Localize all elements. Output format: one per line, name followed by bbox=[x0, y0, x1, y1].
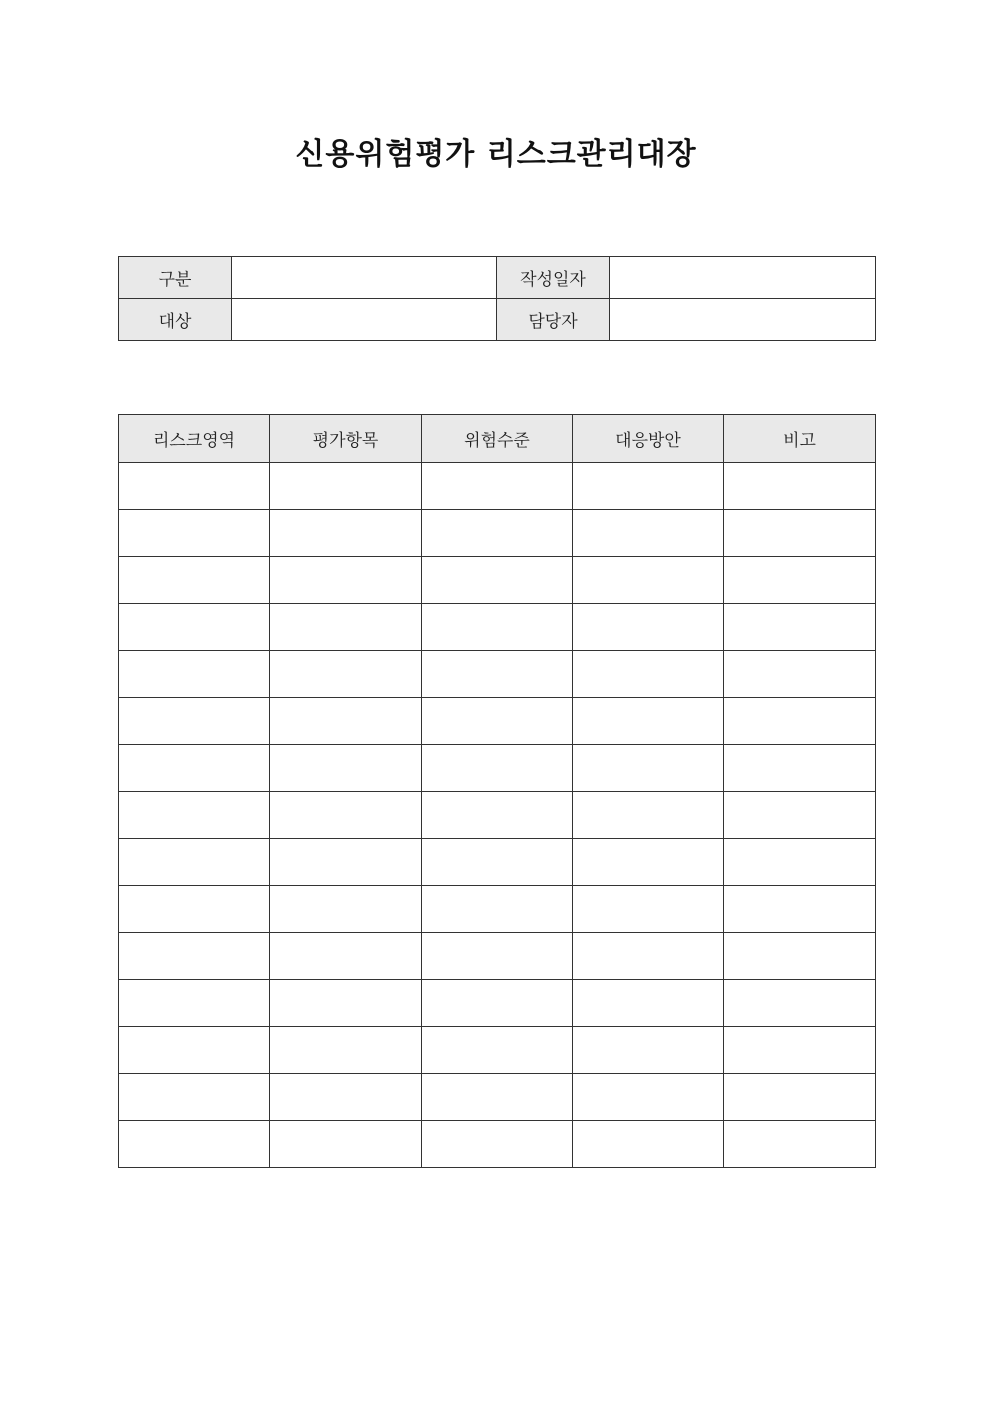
category-label: 구분 bbox=[119, 257, 232, 299]
info-row bbox=[119, 299, 876, 341]
response-plan-cell[interactable] bbox=[573, 463, 724, 510]
remarks-cell[interactable] bbox=[724, 1121, 876, 1168]
remarks-cell[interactable] bbox=[724, 839, 876, 886]
risk-area-cell[interactable] bbox=[119, 651, 270, 698]
remarks-cell[interactable] bbox=[724, 1074, 876, 1121]
remarks-cell[interactable] bbox=[724, 557, 876, 604]
table-row bbox=[119, 1074, 876, 1121]
manager-value-cell[interactable] bbox=[610, 299, 876, 341]
column-header-response-plan: 대응방안 bbox=[573, 415, 724, 463]
response-plan-cell[interactable] bbox=[573, 839, 724, 886]
risk-area-cell[interactable] bbox=[119, 1121, 270, 1168]
remarks-cell[interactable] bbox=[724, 651, 876, 698]
remarks-cell[interactable] bbox=[724, 463, 876, 510]
risk-area-cell[interactable] bbox=[119, 839, 270, 886]
risk-level-cell[interactable] bbox=[422, 839, 573, 886]
response-plan-cell[interactable] bbox=[573, 745, 724, 792]
response-plan-cell[interactable] bbox=[573, 792, 724, 839]
remarks-cell[interactable] bbox=[724, 980, 876, 1027]
date-written-value-cell[interactable] bbox=[610, 257, 876, 299]
table-row bbox=[119, 1121, 876, 1168]
risk-area-cell[interactable] bbox=[119, 463, 270, 510]
risk-level-cell[interactable] bbox=[422, 886, 573, 933]
risk-table-body bbox=[119, 463, 876, 1168]
date-written-label: 작성일자 bbox=[497, 257, 610, 299]
risk-level-cell[interactable] bbox=[422, 792, 573, 839]
column-header-risk-level: 위험수준 bbox=[422, 415, 573, 463]
risk-level-cell[interactable] bbox=[422, 557, 573, 604]
table-row bbox=[119, 886, 876, 933]
column-header-risk-area: 리스크영역 bbox=[119, 415, 270, 463]
response-plan-cell[interactable] bbox=[573, 510, 724, 557]
remarks-cell[interactable] bbox=[724, 510, 876, 557]
risk-level-cell[interactable] bbox=[422, 980, 573, 1027]
risk-area-cell[interactable] bbox=[119, 1074, 270, 1121]
response-plan-cell[interactable] bbox=[573, 1121, 724, 1168]
table-row bbox=[119, 1027, 876, 1074]
remarks-cell[interactable] bbox=[724, 1027, 876, 1074]
risk-area-cell[interactable] bbox=[119, 698, 270, 745]
risk-level-cell[interactable] bbox=[422, 698, 573, 745]
evaluation-item-cell[interactable] bbox=[270, 1074, 422, 1121]
remarks-cell[interactable] bbox=[724, 886, 876, 933]
remarks-cell[interactable] bbox=[724, 933, 876, 980]
evaluation-item-cell[interactable] bbox=[270, 886, 422, 933]
evaluation-item-cell[interactable] bbox=[270, 839, 422, 886]
evaluation-item-cell[interactable] bbox=[270, 792, 422, 839]
response-plan-cell[interactable] bbox=[573, 1074, 724, 1121]
table-row bbox=[119, 698, 876, 745]
table-row bbox=[119, 980, 876, 1027]
response-plan-cell[interactable] bbox=[573, 1027, 724, 1074]
table-row bbox=[119, 792, 876, 839]
table-row bbox=[119, 933, 876, 980]
response-plan-cell[interactable] bbox=[573, 604, 724, 651]
evaluation-item-cell[interactable] bbox=[270, 604, 422, 651]
risk-area-cell[interactable] bbox=[119, 745, 270, 792]
evaluation-item-cell[interactable] bbox=[270, 933, 422, 980]
column-header-remarks: 비고 bbox=[724, 415, 876, 463]
table-row bbox=[119, 745, 876, 792]
remarks-cell[interactable] bbox=[724, 745, 876, 792]
risk-level-cell[interactable] bbox=[422, 463, 573, 510]
response-plan-cell[interactable] bbox=[573, 886, 724, 933]
risk-level-cell[interactable] bbox=[422, 933, 573, 980]
response-plan-cell[interactable] bbox=[573, 933, 724, 980]
table-row bbox=[119, 839, 876, 886]
table-row bbox=[119, 510, 876, 557]
risk-area-cell[interactable] bbox=[119, 980, 270, 1027]
remarks-cell[interactable] bbox=[724, 698, 876, 745]
risk-level-cell[interactable] bbox=[422, 1074, 573, 1121]
evaluation-item-cell[interactable] bbox=[270, 980, 422, 1027]
manager-label: 담당자 bbox=[497, 299, 610, 341]
risk-area-cell[interactable] bbox=[119, 933, 270, 980]
risk-area-cell[interactable] bbox=[119, 604, 270, 651]
risk-area-cell[interactable] bbox=[119, 1027, 270, 1074]
info-table bbox=[118, 256, 876, 341]
remarks-cell[interactable] bbox=[724, 604, 876, 651]
risk-level-cell[interactable] bbox=[422, 651, 573, 698]
info-row bbox=[119, 257, 876, 299]
table-header-row bbox=[119, 415, 876, 463]
risk-level-cell[interactable] bbox=[422, 604, 573, 651]
risk-level-cell[interactable] bbox=[422, 510, 573, 557]
risk-area-cell[interactable] bbox=[119, 792, 270, 839]
response-plan-cell[interactable] bbox=[573, 698, 724, 745]
response-plan-cell[interactable] bbox=[573, 980, 724, 1027]
evaluation-item-cell[interactable] bbox=[270, 1027, 422, 1074]
category-value-cell[interactable] bbox=[232, 257, 497, 299]
evaluation-item-cell[interactable] bbox=[270, 698, 422, 745]
evaluation-item-cell[interactable] bbox=[270, 510, 422, 557]
remarks-cell[interactable] bbox=[724, 792, 876, 839]
evaluation-item-cell[interactable] bbox=[270, 745, 422, 792]
risk-level-cell[interactable] bbox=[422, 745, 573, 792]
evaluation-item-cell[interactable] bbox=[270, 651, 422, 698]
column-header-evaluation-item: 평가항목 bbox=[270, 415, 422, 463]
risk-area-cell[interactable] bbox=[119, 510, 270, 557]
table-row bbox=[119, 651, 876, 698]
target-label: 대상 bbox=[119, 299, 232, 341]
table-row bbox=[119, 604, 876, 651]
response-plan-cell[interactable] bbox=[573, 557, 724, 604]
risk-level-cell[interactable] bbox=[422, 1027, 573, 1074]
risk-area-cell[interactable] bbox=[119, 557, 270, 604]
risk-register-table bbox=[118, 414, 876, 1168]
evaluation-item-cell[interactable] bbox=[270, 557, 422, 604]
response-plan-cell[interactable] bbox=[573, 651, 724, 698]
target-value-cell[interactable] bbox=[232, 299, 497, 341]
evaluation-item-cell[interactable] bbox=[270, 463, 422, 510]
risk-level-cell[interactable] bbox=[422, 1121, 573, 1168]
table-row bbox=[119, 463, 876, 510]
evaluation-item-cell[interactable] bbox=[270, 1121, 422, 1168]
risk-area-cell[interactable] bbox=[119, 886, 270, 933]
table-row bbox=[119, 557, 876, 604]
document-title: 신용위험평가 리스크관리대장 bbox=[295, 137, 697, 172]
